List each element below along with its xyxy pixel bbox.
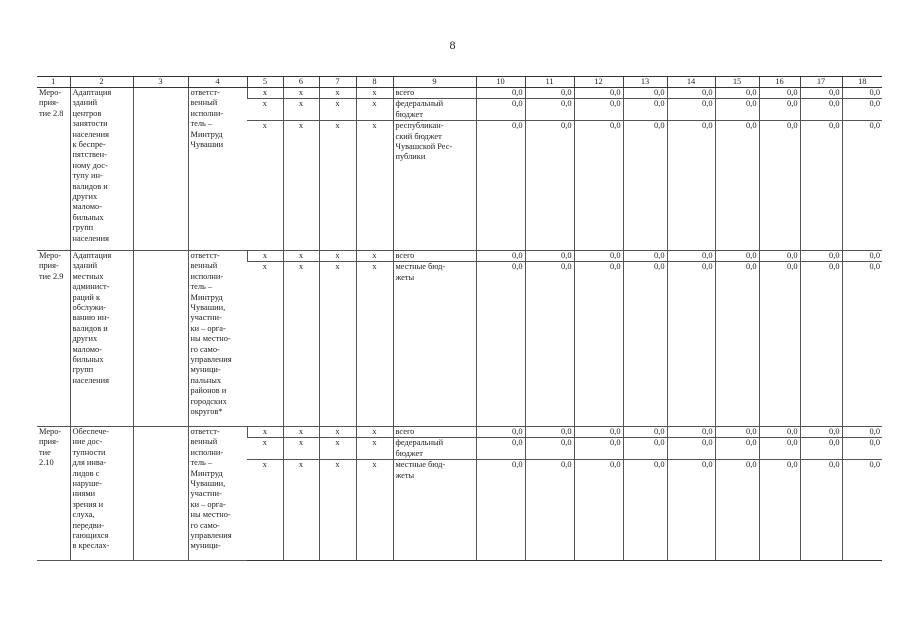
code-mark: x xyxy=(247,251,283,262)
code-mark: x xyxy=(319,427,356,438)
code-mark: x xyxy=(356,460,393,561)
value-cell: 0,0 xyxy=(759,99,800,121)
value-cell: 0,0 xyxy=(715,99,759,121)
code-mark: x xyxy=(283,427,319,438)
code-mark: x xyxy=(319,251,356,262)
value-cell: 0,0 xyxy=(842,99,882,121)
page-number: 8 xyxy=(449,38,456,52)
column-number-17: 17 xyxy=(800,77,842,88)
value-cell: 0,0 xyxy=(715,460,759,561)
value-cell: 0,0 xyxy=(842,251,882,262)
column-number-2: 2 xyxy=(70,77,133,88)
measure-name: Адаптация зданий центров занятости населения к беспре- пятствен- ному дос- тупу ин- валидов и других маломо- бильных групп населения xyxy=(70,88,133,251)
value-cell: 0,0 xyxy=(623,460,667,561)
column-number-1: 1 xyxy=(37,77,70,88)
code-mark: x xyxy=(247,262,283,427)
column-number-8: 8 xyxy=(356,77,393,88)
column-number-7: 7 xyxy=(319,77,356,88)
column-number-5: 5 xyxy=(247,77,283,88)
column-number-14: 14 xyxy=(667,77,715,88)
value-cell: 0,0 xyxy=(476,88,525,99)
code-mark: x xyxy=(319,438,356,460)
value-cell: 0,0 xyxy=(525,262,574,427)
value-cell: 0,0 xyxy=(476,438,525,460)
value-cell: 0,0 xyxy=(574,438,623,460)
code-mark: x xyxy=(247,438,283,460)
code-mark: x xyxy=(247,88,283,99)
value-cell: 0,0 xyxy=(667,427,715,438)
funding-source: всего xyxy=(393,427,476,438)
responsible-executor: ответст- венный исполни- тель – Минтруд Чувашии, участни- ки – орга- ны местно- го само- управления муници- xyxy=(188,427,247,561)
code-mark: x xyxy=(319,121,356,251)
value-cell: 0,0 xyxy=(623,88,667,99)
value-cell: 0,0 xyxy=(623,427,667,438)
funding-source: всего xyxy=(393,251,476,262)
value-cell: 0,0 xyxy=(574,121,623,251)
value-cell: 0,0 xyxy=(574,427,623,438)
value-cell: 0,0 xyxy=(574,88,623,99)
value-cell: 0,0 xyxy=(574,460,623,561)
code-mark: x xyxy=(356,251,393,262)
value-cell: 0,0 xyxy=(759,251,800,262)
measure-number: Меро- прия- тие 2.10 xyxy=(37,427,70,561)
code-mark: x xyxy=(247,99,283,121)
table-row xyxy=(37,251,882,262)
code-mark: x xyxy=(319,88,356,99)
measure-name: Обеспече- ние дос- тупности для инва- лидов с наруше- ниями зрения и слуха, передви- гающихся в креслах- xyxy=(70,427,133,561)
value-cell: 0,0 xyxy=(476,121,525,251)
measure-col3 xyxy=(133,427,188,561)
value-cell: 0,0 xyxy=(759,262,800,427)
code-mark: x xyxy=(319,99,356,121)
code-mark: x xyxy=(356,262,393,427)
measure-col3 xyxy=(133,88,188,251)
responsible-executor: ответст- венный исполни- тель – Минтруд Чувашии xyxy=(188,88,247,251)
code-mark: x xyxy=(356,88,393,99)
value-cell: 0,0 xyxy=(842,121,882,251)
column-number-10: 10 xyxy=(476,77,525,88)
value-cell: 0,0 xyxy=(525,99,574,121)
value-cell: 0,0 xyxy=(525,121,574,251)
column-number-9: 9 xyxy=(393,77,476,88)
value-cell: 0,0 xyxy=(800,121,842,251)
value-cell: 0,0 xyxy=(759,460,800,561)
value-cell: 0,0 xyxy=(842,460,882,561)
value-cell: 0,0 xyxy=(667,88,715,99)
code-mark: x xyxy=(356,438,393,460)
column-number-15: 15 xyxy=(715,77,759,88)
value-cell: 0,0 xyxy=(667,460,715,561)
code-mark: x xyxy=(247,427,283,438)
code-mark: x xyxy=(283,251,319,262)
funding-source: местные бюд- жеты xyxy=(393,460,476,561)
value-cell: 0,0 xyxy=(525,438,574,460)
funding-source: республикан- ский бюджет Чувашской Рес- публики xyxy=(393,121,476,251)
code-mark: x xyxy=(356,121,393,251)
value-cell: 0,0 xyxy=(476,427,525,438)
column-number-18: 18 xyxy=(842,77,882,88)
value-cell: 0,0 xyxy=(623,251,667,262)
value-cell: 0,0 xyxy=(800,427,842,438)
column-number-12: 12 xyxy=(574,77,623,88)
funding-source: федеральный бюджет xyxy=(393,438,476,460)
value-cell: 0,0 xyxy=(667,262,715,427)
value-cell: 0,0 xyxy=(623,438,667,460)
measure-number: Меро- прия- тие 2.9 xyxy=(37,251,70,427)
code-mark: x xyxy=(283,460,319,561)
value-cell: 0,0 xyxy=(574,99,623,121)
value-cell: 0,0 xyxy=(842,427,882,438)
funding-source: всего xyxy=(393,88,476,99)
value-cell: 0,0 xyxy=(623,262,667,427)
value-cell: 0,0 xyxy=(574,262,623,427)
code-mark: x xyxy=(319,460,356,561)
column-number-4: 4 xyxy=(188,77,247,88)
value-cell: 0,0 xyxy=(667,121,715,251)
code-mark: x xyxy=(283,88,319,99)
value-cell: 0,0 xyxy=(667,438,715,460)
measure-name: Адаптация зданий местных админист- раций к обслужи- ванию ин- валидов и других маломо- бильных групп населения xyxy=(70,251,133,427)
value-cell: 0,0 xyxy=(623,121,667,251)
value-cell: 0,0 xyxy=(525,460,574,561)
code-mark: x xyxy=(319,262,356,427)
code-mark: x xyxy=(247,460,283,561)
funding-source: местные бюд- жеты xyxy=(393,262,476,427)
code-mark: x xyxy=(283,121,319,251)
value-cell: 0,0 xyxy=(525,88,574,99)
value-cell: 0,0 xyxy=(800,251,842,262)
value-cell: 0,0 xyxy=(715,121,759,251)
value-cell: 0,0 xyxy=(574,251,623,262)
code-mark: x xyxy=(247,121,283,251)
value-cell: 0,0 xyxy=(476,262,525,427)
code-mark: x xyxy=(356,99,393,121)
value-cell: 0,0 xyxy=(759,88,800,99)
value-cell: 0,0 xyxy=(476,99,525,121)
column-number-16: 16 xyxy=(759,77,800,88)
value-cell: 0,0 xyxy=(800,88,842,99)
value-cell: 0,0 xyxy=(842,262,882,427)
column-number-6: 6 xyxy=(283,77,319,88)
value-cell: 0,0 xyxy=(623,99,667,121)
value-cell: 0,0 xyxy=(715,251,759,262)
measure-number: Меро- прия- тие 2.8 xyxy=(37,88,70,251)
value-cell: 0,0 xyxy=(759,121,800,251)
value-cell: 0,0 xyxy=(476,460,525,561)
column-number-3: 3 xyxy=(133,77,188,88)
value-cell: 0,0 xyxy=(715,427,759,438)
value-cell: 0,0 xyxy=(715,262,759,427)
value-cell: 0,0 xyxy=(525,427,574,438)
value-cell: 0,0 xyxy=(667,99,715,121)
column-number-13: 13 xyxy=(623,77,667,88)
header-row xyxy=(37,77,882,88)
value-cell: 0,0 xyxy=(842,88,882,99)
table-row xyxy=(37,427,882,438)
value-cell: 0,0 xyxy=(715,88,759,99)
code-mark: x xyxy=(356,427,393,438)
budget-table xyxy=(37,76,882,561)
value-cell: 0,0 xyxy=(800,99,842,121)
value-cell: 0,0 xyxy=(842,438,882,460)
value-cell: 0,0 xyxy=(715,438,759,460)
code-mark: x xyxy=(283,438,319,460)
value-cell: 0,0 xyxy=(800,438,842,460)
value-cell: 0,0 xyxy=(759,427,800,438)
value-cell: 0,0 xyxy=(476,251,525,262)
code-mark: x xyxy=(283,99,319,121)
value-cell: 0,0 xyxy=(800,460,842,561)
column-number-11: 11 xyxy=(525,77,574,88)
table-row xyxy=(37,88,882,99)
measure-col3 xyxy=(133,251,188,427)
responsible-executor: ответст- венный исполни- тель – Минтруд Чувашии, участни- ки – орга- ны местно- го само- управления муници- пальных районов и городских округов* xyxy=(188,251,247,427)
value-cell: 0,0 xyxy=(759,438,800,460)
value-cell: 0,0 xyxy=(800,262,842,427)
value-cell: 0,0 xyxy=(525,251,574,262)
funding-source: федеральный бюджет xyxy=(393,99,476,121)
code-mark: x xyxy=(283,262,319,427)
value-cell: 0,0 xyxy=(667,251,715,262)
